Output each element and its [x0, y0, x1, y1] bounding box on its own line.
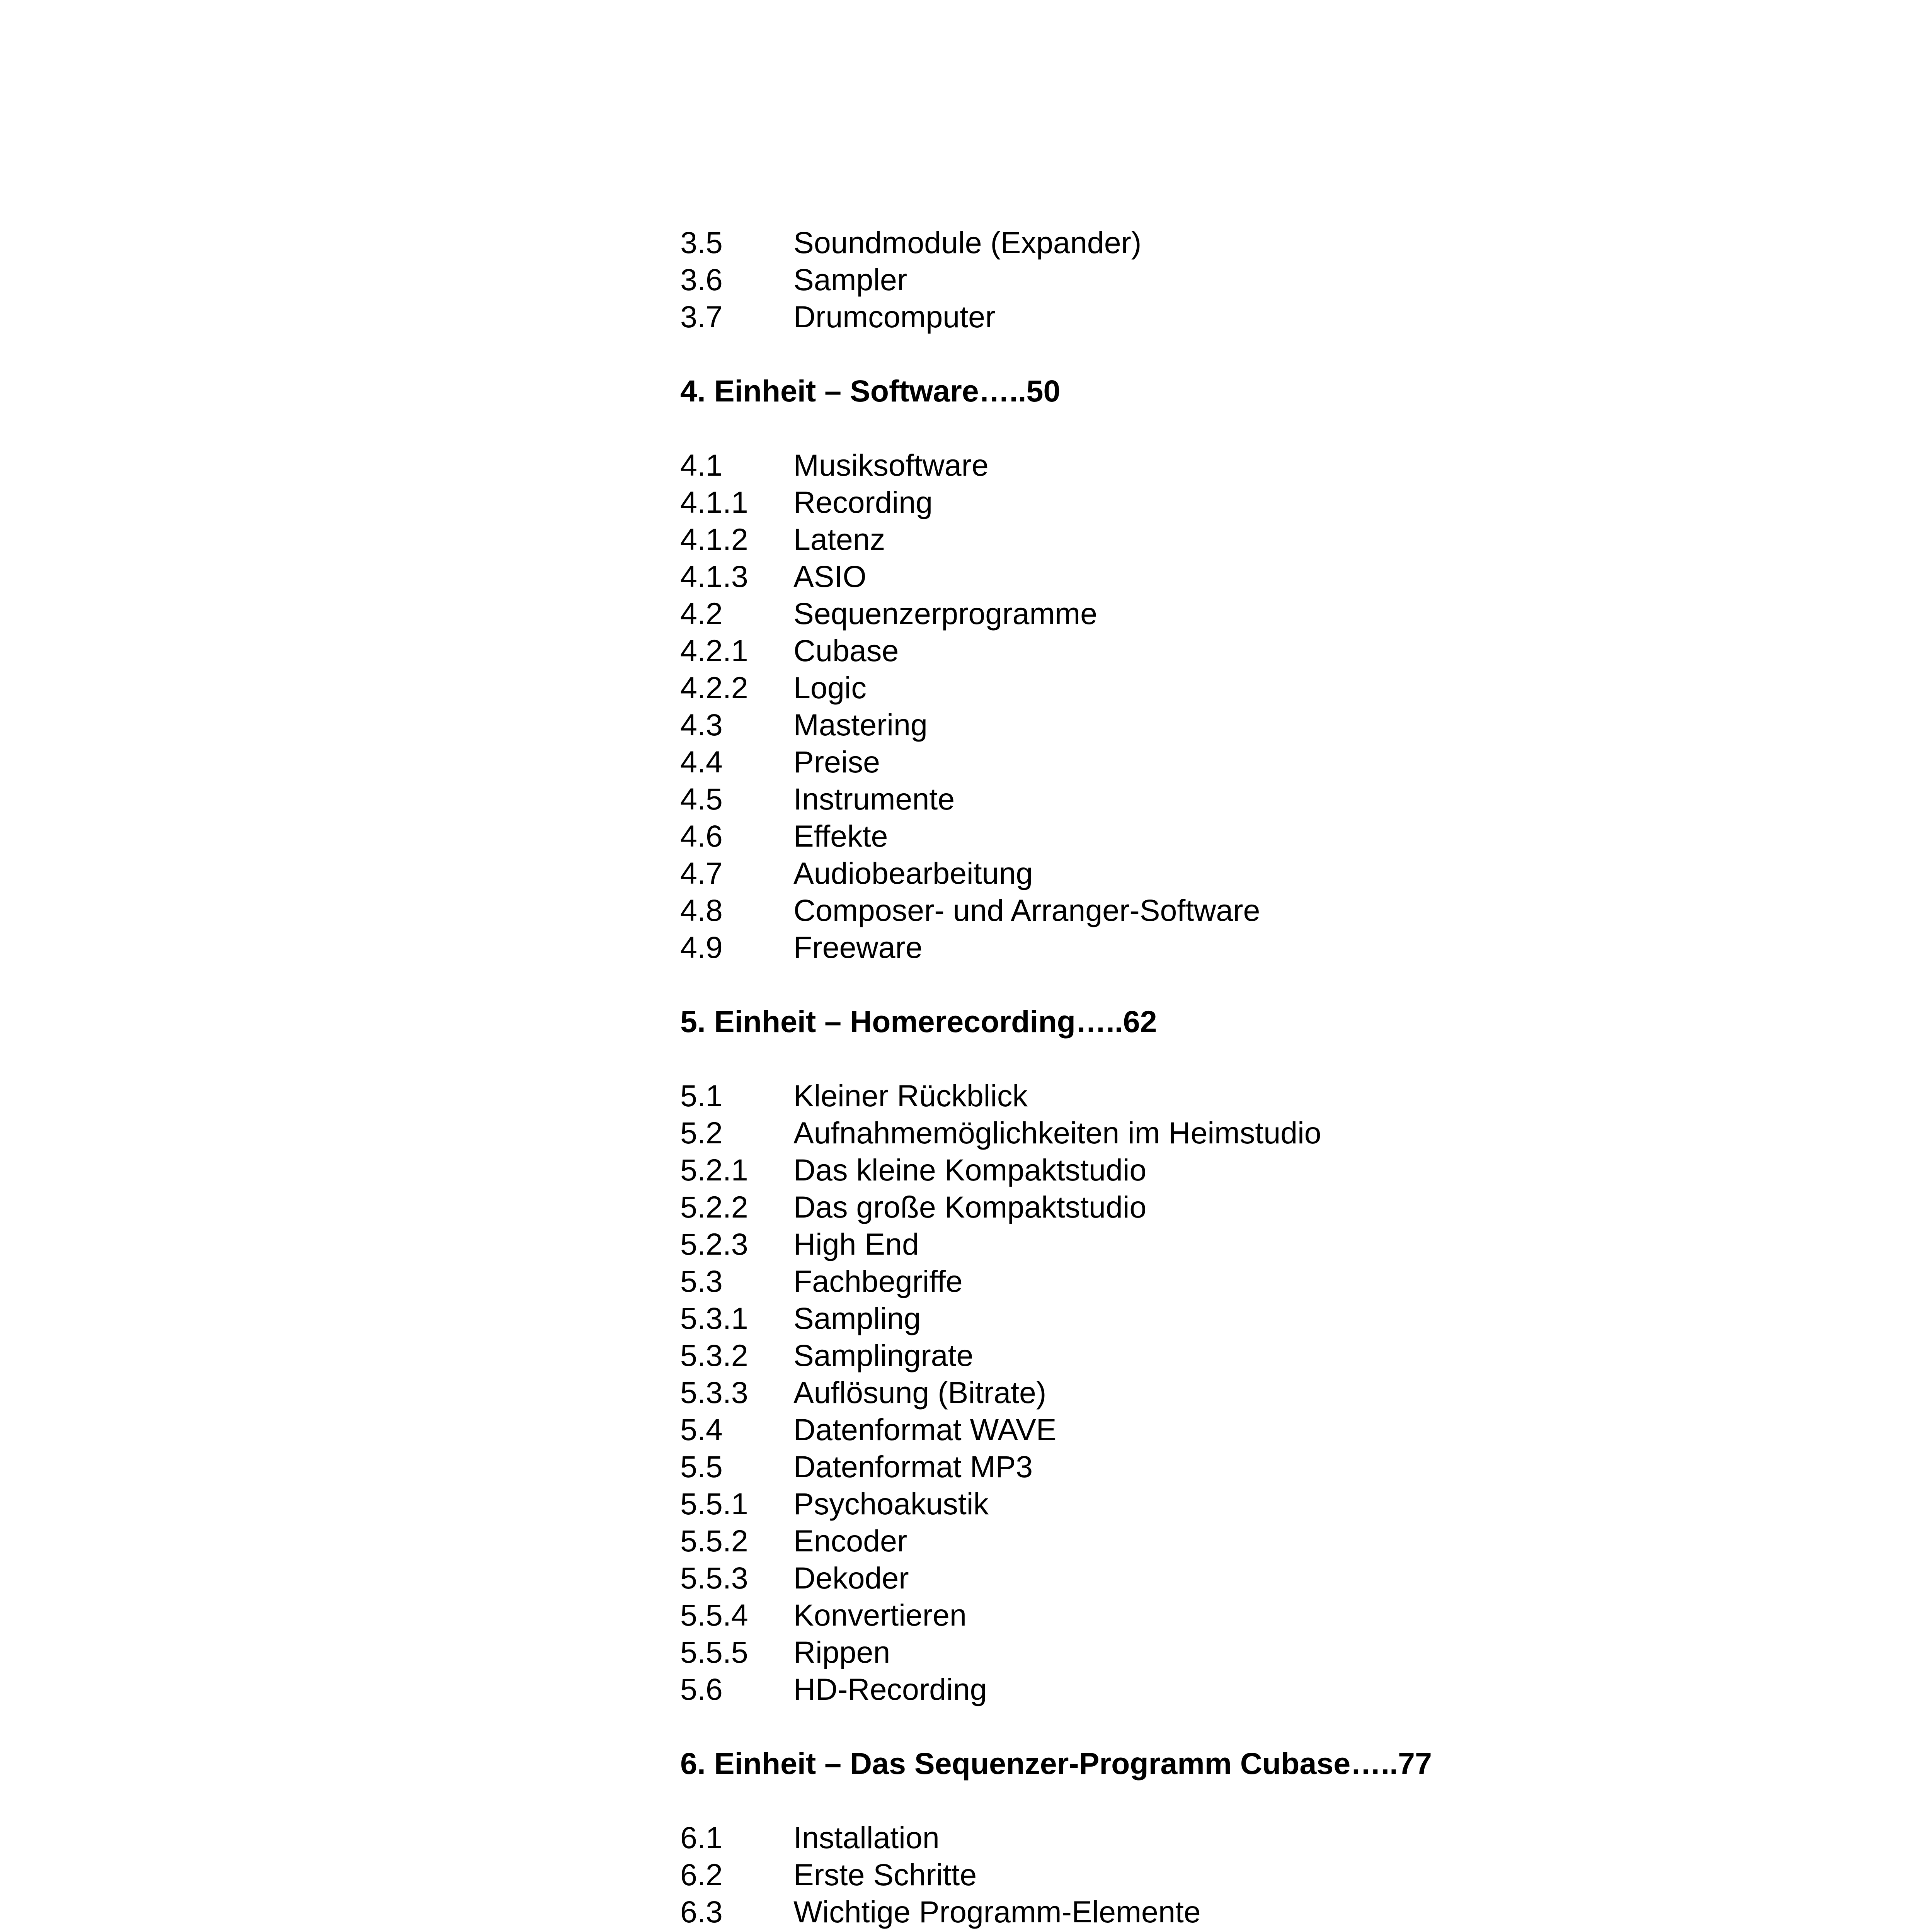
toc-entry-title: Konvertieren [793, 1598, 967, 1632]
toc-entry [680, 929, 1685, 966]
toc-entry-title: Mastering [793, 707, 928, 742]
toc-entry [680, 521, 1685, 558]
toc-entry-number: 4.1 [680, 448, 723, 482]
table-of-contents [680, 224, 1685, 1932]
toc-entry-title: Encoder [793, 1524, 907, 1558]
toc-entry [680, 1114, 1685, 1151]
toc-entry-number: 4.9 [680, 930, 723, 964]
toc-entry [680, 743, 1685, 781]
toc-entry [680, 1189, 1685, 1226]
toc-entry-title: Psychoakustik [793, 1486, 989, 1521]
toc-entry [680, 855, 1685, 892]
toc-entry-title: Wichtige Programm-Elemente [793, 1895, 1201, 1929]
toc-entry [680, 298, 1685, 335]
toc-entry-title: High End [793, 1227, 919, 1261]
toc-entry [680, 484, 1685, 521]
toc-entry-title: Composer- und Arranger-Software [793, 893, 1260, 927]
entry-list [680, 1077, 1685, 1708]
toc-entry [680, 1560, 1685, 1597]
toc-entry-title: Datenformat MP3 [793, 1449, 1033, 1484]
toc-entry-title: Cubase [793, 633, 899, 668]
section-heading-block [680, 372, 1685, 410]
toc-entry-title: Das kleine Kompaktstudio [793, 1153, 1147, 1187]
toc-entry-title [793, 1930, 1685, 1932]
toc-entry-number: 5.3.2 [680, 1338, 748, 1372]
toc-entry [680, 1448, 1685, 1485]
toc-entry-title: Auflösung (Bitrate) [793, 1375, 1047, 1410]
toc-entry [680, 1411, 1685, 1448]
toc-entry [680, 669, 1685, 706]
toc-entry [680, 1485, 1685, 1522]
toc-entry-number: 4.1.1 [680, 485, 748, 519]
toc-entry-number: 6.3 [680, 1895, 723, 1929]
toc-entry-number: 5.6 [680, 1672, 723, 1706]
toc-entry-number: 5.2.2 [680, 1190, 748, 1224]
toc-entry [680, 1374, 1685, 1411]
toc-entry [680, 224, 1685, 261]
section-heading-block [680, 1745, 1685, 1782]
toc-entry-number: 5.5.3 [680, 1561, 748, 1595]
toc-entry [680, 1300, 1685, 1337]
toc-entry-title: Das große Kompaktstudio [793, 1190, 1147, 1224]
toc-entry-title: Dekoder [793, 1561, 909, 1595]
toc-entry-title: Aufnahmemöglichkeiten im Heimstudio [793, 1116, 1321, 1150]
toc-entry [680, 1226, 1685, 1263]
entry-list [680, 224, 1685, 335]
section-heading-block [680, 1003, 1685, 1040]
toc-entry-number: 5.2 [680, 1116, 723, 1150]
toc-entry [680, 1819, 1685, 1856]
toc-entry [680, 1893, 1685, 1930]
toc-entry-number: 6.2 [680, 1857, 723, 1892]
toc-entry [680, 1597, 1685, 1634]
toc-entry-title: Effekte [793, 819, 888, 853]
section-heading: 5. Einheit – Homerecording…..62 [680, 1004, 1157, 1039]
toc-entry-number: 5.3.1 [680, 1301, 748, 1335]
toc-entry-title: Installation [793, 1820, 940, 1855]
toc-entry-title: Logic [793, 670, 867, 705]
toc-entry [680, 781, 1685, 818]
toc-entry [680, 558, 1685, 595]
toc-entry-number [680, 1930, 793, 1932]
toc-entry-number: 5.3 [680, 1264, 723, 1298]
toc-entry-title: Datenformat WAVE [793, 1412, 1057, 1447]
toc-entry [680, 1077, 1685, 1114]
toc-entry-title: Instrumente [793, 782, 955, 816]
toc-entry-number: 4.5 [680, 782, 723, 816]
toc-entry-number: 4.1.2 [680, 522, 748, 556]
toc-entry-number: 5.2.1 [680, 1153, 748, 1187]
toc-entry-number: 3.6 [680, 262, 723, 297]
section-heading: 4. Einheit – Software…..50 [680, 374, 1061, 408]
toc-entry-title: Samplingrate [793, 1338, 974, 1372]
toc-entry-number: 5.5.4 [680, 1598, 748, 1632]
toc-entry-title: HD-Recording [793, 1672, 987, 1706]
toc-entry-title: Rippen [793, 1635, 890, 1669]
toc-entry-number: 4.8 [680, 893, 723, 927]
toc-entry-number: 4.3 [680, 707, 723, 742]
toc-entry [680, 892, 1685, 929]
toc-entry-number: 4.6 [680, 819, 723, 853]
toc-entry-number: 3.7 [680, 299, 723, 334]
entry-list [680, 447, 1685, 966]
toc-entry [680, 1930, 1685, 1932]
toc-entry-number: 4.2.2 [680, 670, 748, 705]
toc-entry-number: 5.5.1 [680, 1486, 748, 1521]
toc-entry-title: Kleiner Rückblick [793, 1078, 1028, 1113]
toc-entry [680, 818, 1685, 855]
toc-entry [680, 1671, 1685, 1708]
toc-entry-number: 5.2.3 [680, 1227, 748, 1261]
toc-entry-number: 4.1.3 [680, 559, 748, 594]
toc-entry-number: 4.4 [680, 745, 723, 779]
toc-entry [680, 261, 1685, 298]
toc-entry-title: Sequenzerprogramme [793, 596, 1098, 631]
entry-list [680, 1819, 1685, 1932]
toc-entry-title: Audiobearbeitung [793, 856, 1033, 890]
toc-entry [680, 1151, 1685, 1189]
toc-entry-number: 6.1 [680, 1820, 723, 1855]
toc-entry-number: 5.5.5 [680, 1635, 748, 1669]
toc-entry [680, 1337, 1685, 1374]
toc-entry-title: ASIO [793, 559, 867, 594]
toc-entry [680, 1263, 1685, 1300]
toc-entry-number: 5.1 [680, 1078, 723, 1113]
toc-entry-title: Erste Schritte [793, 1857, 977, 1892]
toc-entry-number: 4.2.1 [680, 633, 748, 668]
toc-entry-title: Freeware [793, 930, 923, 964]
toc-entry-title: Sampler [793, 262, 907, 297]
toc-entry-title: Preise [793, 745, 880, 779]
toc-entry [680, 1634, 1685, 1671]
toc-entry-title: Latenz [793, 522, 885, 556]
toc-entry-number: 5.4 [680, 1412, 723, 1447]
toc-entry-title: Drumcomputer [793, 299, 996, 334]
toc-entry-number: 3.5 [680, 225, 723, 260]
toc-entry-title: Soundmodule (Expander) [793, 225, 1142, 260]
toc-entry-title: Fachbegriffe [793, 1264, 963, 1298]
toc-entry-title: Musiksoftware [793, 448, 989, 482]
toc-entry-title: Sampling [793, 1301, 921, 1335]
toc-entry-number: 5.5 [680, 1449, 723, 1484]
toc-entry [680, 447, 1685, 484]
section-heading: 6. Einheit – Das Sequenzer-Programm Cubase…..77 [680, 1746, 1432, 1781]
toc-entry [680, 595, 1685, 632]
toc-entry-number: 4.2 [680, 596, 723, 631]
toc-entry [680, 1522, 1685, 1560]
toc-entry-number: 4.7 [680, 856, 723, 890]
toc-entry-number: 5.3.3 [680, 1375, 748, 1410]
toc-entry [680, 1856, 1685, 1893]
toc-entry [680, 706, 1685, 743]
toc-entry-title: Recording [793, 485, 933, 519]
toc-entry [680, 632, 1685, 669]
toc-entry-number: 5.5.2 [680, 1524, 748, 1558]
